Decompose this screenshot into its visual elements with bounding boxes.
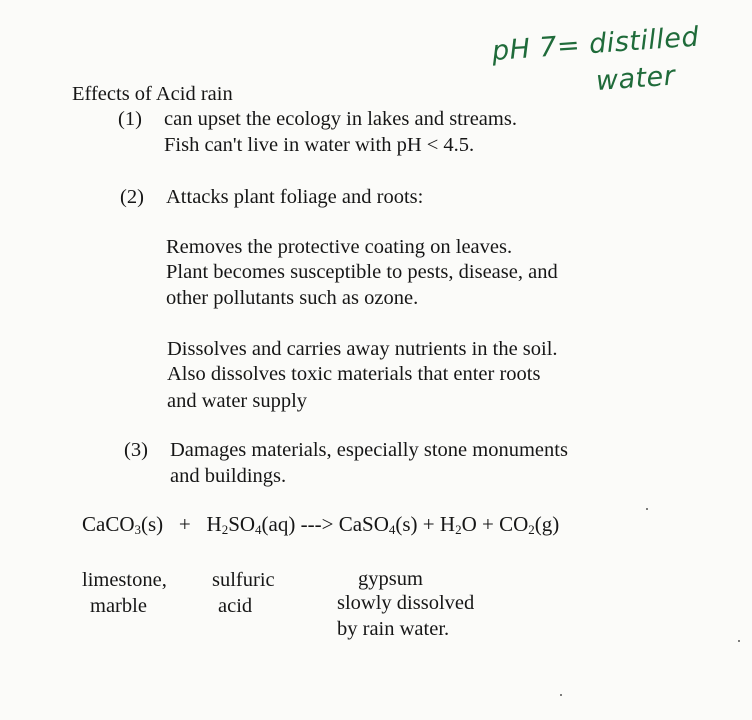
label-limestone-line-1: limestone, — [82, 569, 167, 591]
eq-co2-state: (g) — [534, 512, 560, 536]
label-sulfuric-line-1: sulfuric — [212, 569, 275, 591]
item-3-number: (3) — [124, 439, 148, 461]
eq-h2o-h: H — [439, 512, 456, 536]
label-gypsum-line-1: gypsum — [358, 568, 423, 590]
eq-h2o-o: O — [461, 512, 477, 536]
eq-caco3: CaCO — [82, 512, 135, 536]
label-gypsum-line-3: by rain water. — [337, 618, 450, 640]
heading: Effects of Acid rain — [72, 83, 233, 105]
eq-h2-subscript: 2 — [221, 522, 229, 537]
eq-h2o-subscript: 2 — [455, 522, 462, 537]
label-sulfuric-line-2: acid — [218, 595, 253, 617]
handwritten-note-line2: water — [594, 60, 677, 97]
paragraph-1-line-3: other pollutants such as ozone. — [166, 287, 419, 309]
eq-caco3-state: (s) — [141, 512, 164, 536]
eq-plus-3: + — [481, 512, 494, 536]
item-3-line-1: Damages materials, especially stone monuments — [170, 439, 568, 461]
eq-caco3-subscript: 3 — [134, 522, 141, 537]
item-2-number: (2) — [120, 186, 144, 208]
item-1-line-1: can upset the ecology in lakes and streams. — [164, 108, 517, 130]
scan-speck — [560, 694, 562, 696]
label-gypsum-line-2: slowly dissolved — [337, 592, 475, 614]
paragraph-1-line-2: Plant becomes susceptible to pests, disease, and — [166, 261, 558, 283]
item-2-line-1: Attacks plant foliage and roots: — [166, 186, 424, 208]
chemical-equation — [82, 512, 559, 538]
paragraph-2-line-3: and water supply — [167, 390, 308, 412]
eq-plus-2: + — [422, 512, 435, 536]
label-limestone-line-2: marble — [90, 595, 147, 617]
item-1-number: (1) — [118, 108, 142, 130]
item-1-line-2: Fish can't live in water with pH < 4.5. — [164, 134, 475, 156]
eq-h2so4-state: (aq) — [261, 512, 296, 536]
item-3-line-2: and buildings. — [170, 465, 287, 487]
eq-co2-subscript: 2 — [528, 522, 535, 537]
eq-so: SO — [228, 512, 256, 536]
eq-so4-subscript: 4 — [255, 522, 262, 537]
eq-arrow: ---> — [300, 512, 334, 536]
paragraph-2-line-1: Dissolves and carries away nutrients in the soil. — [167, 338, 558, 360]
scan-speck — [646, 508, 648, 510]
eq-caso4-state: (s) — [395, 512, 418, 536]
handwritten-note-line1: pH 7= distilled — [490, 21, 701, 67]
paragraph-1-line-1: Removes the protective coating on leaves. — [166, 236, 513, 258]
eq-h: H — [206, 512, 222, 536]
eq-caso4: CaSO — [338, 512, 389, 536]
scan-speck — [738, 640, 740, 642]
paragraph-2-line-2: Also dissolves toxic materials that enter roots — [167, 363, 541, 385]
eq-caso4-subscript: 4 — [388, 522, 396, 537]
eq-plus-1: + — [178, 512, 191, 536]
eq-co2: CO — [499, 512, 529, 536]
